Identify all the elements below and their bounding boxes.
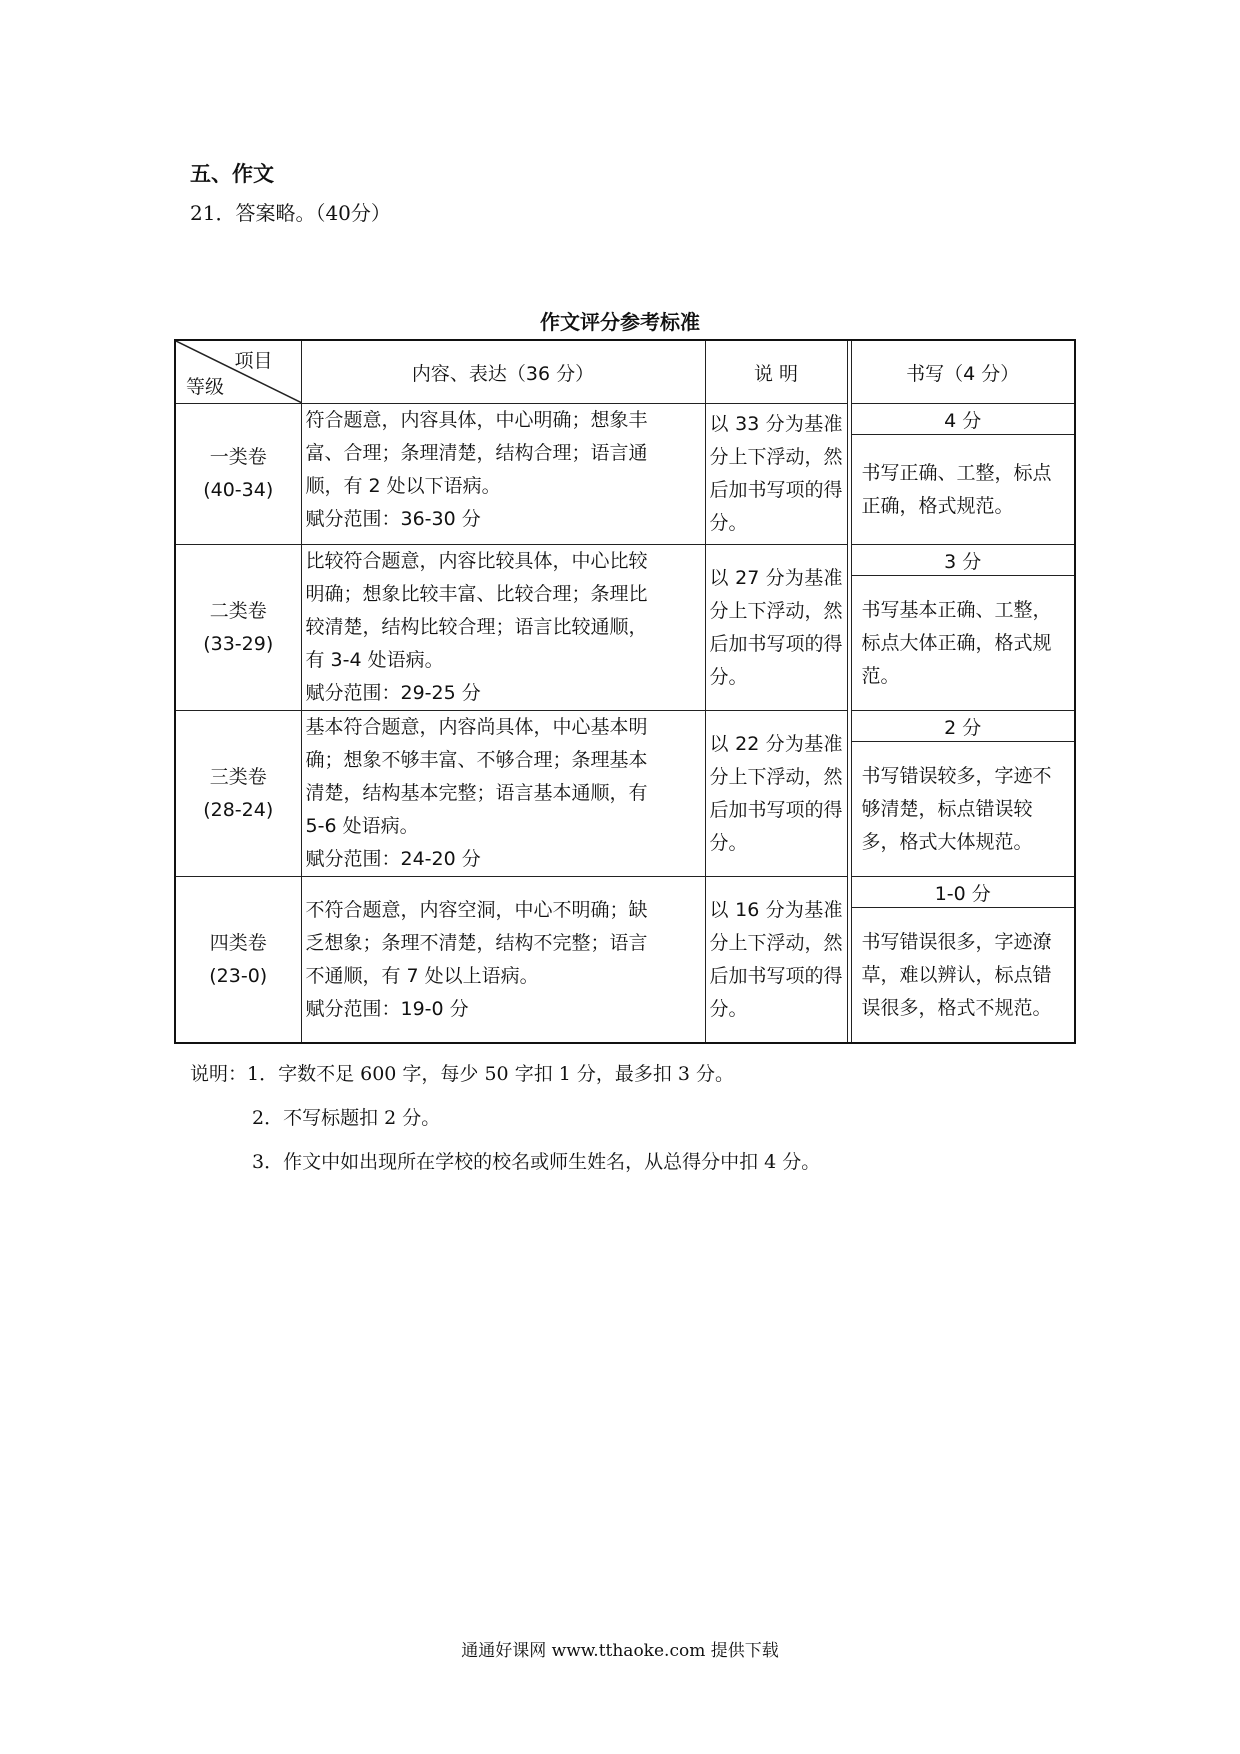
grade-range: (40-34)	[203, 479, 274, 501]
grade-label: 一类卷	[209, 446, 267, 468]
content-cell	[301, 877, 705, 1044]
writing-score: 4 分	[851, 404, 1075, 435]
writing-score: 3 分	[851, 545, 1075, 576]
content-line: 清楚，结构基本完整；语言基本通顺，有	[305, 782, 648, 804]
content-line: 赋分范围：24-20 分	[305, 848, 481, 870]
table-header-row	[175, 340, 1075, 404]
content-line: 富、合理；条理清楚，结构合理；语言通	[305, 442, 648, 464]
content-line: 明确；想象比较丰富、比较合理；条理比	[305, 583, 648, 605]
header-content: 内容、表达（36 分）	[301, 340, 705, 404]
note-2: 2．不写标题扣 2 分。	[252, 1107, 441, 1129]
content-cell	[301, 711, 705, 877]
grade-range: (33-29)	[203, 632, 274, 655]
scoring-table	[174, 339, 1076, 1044]
content-line: 赋分范围：19-0 分	[305, 997, 469, 1020]
content-line: 比较符合题意，内容比较具体，中心比较	[305, 550, 648, 572]
content-cell	[301, 404, 705, 545]
explain-cell: 以 16 分为基准分上下浮动，然后加书写项的得分。	[705, 877, 847, 1044]
writing-criteria: 书写错误较多，字迹不够清楚，标点错误较多，格式大体规范。	[851, 742, 1075, 877]
header-explain: 说 明	[705, 340, 847, 404]
grade-range: (23-0)	[209, 964, 268, 987]
table-row	[175, 545, 1075, 576]
header-diagonal-cell	[175, 340, 301, 404]
header-item: 项目	[234, 350, 273, 372]
content-line: 顺，有 2 处以下语病。	[305, 475, 501, 497]
content-cell	[301, 545, 705, 711]
writing-score: 1-0 分	[851, 877, 1075, 908]
table-row	[175, 877, 1075, 908]
content-line: 较清楚，结构比较合理；语言比较通顺，	[305, 616, 648, 638]
content-line: 赋分范围：29-25 分	[305, 682, 481, 704]
explain-cell: 以 33 分为基准分上下浮动，然后加书写项的得分。	[705, 404, 847, 545]
notes	[190, 1052, 820, 1184]
grade-label: 二类卷	[209, 599, 267, 622]
header-writing: 书写（4 分）	[851, 340, 1075, 404]
content-line: 有 3-4 处语病。	[305, 649, 444, 671]
question-21-answer: 21．答案略。（40分）	[190, 201, 391, 225]
header-grade: 等级	[186, 376, 225, 398]
explain-cell: 以 27 分为基准分上下浮动，然后加书写项的得分。	[705, 545, 847, 711]
content-line: 符合题意，内容具体，中心明确；想象丰	[305, 409, 648, 431]
grade-cell	[175, 711, 301, 877]
content-line: 确；想象不够丰富、不够合理；条理基本	[305, 749, 648, 771]
writing-criteria: 书写正确、工整，标点正确，格式规范。	[851, 435, 1075, 545]
grade-cell	[175, 877, 301, 1044]
content-line: 5-6 处语病。	[305, 815, 419, 837]
grade-cell	[175, 404, 301, 545]
writing-criteria: 书写错误很多，字迹潦草，难以辨认，标点错误很多，格式不规范。	[851, 908, 1075, 1044]
note-3: 3．作文中如出现所在学校的校名或师生姓名，从总得分中扣 4 分。	[252, 1151, 821, 1173]
content-line: 不符合题意，内容空洞，中心不明确；缺	[305, 898, 648, 921]
footer: 通通好课网 www.tthaoke.com 提供下载	[461, 1641, 779, 1661]
writing-criteria: 书写基本正确、工整，标点大体正确，格式规范。	[851, 576, 1075, 711]
explain-cell: 以 22 分为基准分上下浮动，然后加书写项的得分。	[705, 711, 847, 877]
grade-label: 三类卷	[209, 765, 267, 788]
grade-label: 四类卷	[209, 931, 267, 954]
content-line: 基本符合题意，内容尚具体，中心基本明	[305, 716, 648, 738]
grade-cell	[175, 545, 301, 711]
content-line: 乏想象；条理不清楚，结构不完整；语言	[305, 931, 648, 954]
note-1: 说明：1．字数不足 600 字，每少 50 字扣 1 分，最多扣 3 分。	[190, 1063, 735, 1085]
grade-range: (28-24)	[203, 798, 274, 821]
table-title: 作文评分参考标准	[540, 310, 700, 334]
table-row	[175, 404, 1075, 435]
content-line: 不通顺，有 7 处以上语病。	[305, 964, 539, 987]
table-row	[175, 711, 1075, 742]
content-line: 赋分范围：36-30 分	[305, 508, 481, 530]
writing-score: 2 分	[851, 711, 1075, 742]
section-title: 五、作文	[190, 161, 274, 186]
